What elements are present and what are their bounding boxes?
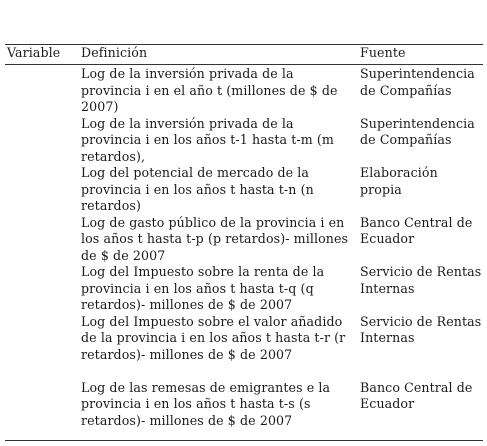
cell-source: Banco Central de Ecuador [360, 214, 473, 246]
table-header-row [5, 45, 483, 63]
cell-source: Superintendencia de Compañías [360, 115, 475, 147]
cell-source: Banco Central de Ecuador [360, 379, 473, 411]
header-variable: Variable [7, 45, 61, 60]
cell-definition: Log de la inversión privada de la provincia i en los años t-1 hasta t-m (m retardos), [81, 115, 334, 164]
table-row [5, 116, 483, 166]
cell-source: Elaboración propia [360, 165, 438, 197]
cell-source: Servicio de Rentas Internas [360, 313, 482, 345]
cell-definition: Log del Impuesto sobre el valor añadido de la provincia i en los años t hasta t-r (r retardos)- millones de $ de 2007 [81, 313, 346, 362]
cell-definition: Log de la inversión privada de la provincia i en el año t (millones de $ de 2007) [81, 66, 338, 114]
table-row [5, 66, 483, 116]
cell-definition: Log del potencial de mercado de la provincia i en los años t hasta t-n (n retardos) [81, 165, 314, 213]
table-row [5, 264, 483, 314]
table-body [5, 66, 483, 429]
header-source: Fuente [360, 45, 406, 60]
cell-source: Servicio de Rentas Internas [360, 264, 482, 296]
table-header-rule [5, 64, 483, 65]
table-row [5, 314, 483, 380]
table-row [5, 165, 483, 215]
table-row [5, 215, 483, 265]
cell-definition: Log del Impuesto sobre la renta de la provincia i en los años t hasta t-q (q retardos)- millones de $ de 2007 [81, 264, 325, 312]
header-definition: Definición [81, 45, 148, 60]
table-bottom-rule [5, 440, 483, 441]
table-row [5, 380, 483, 430]
cell-definition: Log de las remesas de emigrantes e la provincia i en los años t hasta t-s (s retardos)- millones de $ de 2007 [81, 379, 331, 428]
cell-definition: Log de gasto público de la provincia i en los años t hasta t-p (p retardos)- millones de $ de 2007 [81, 214, 349, 263]
cell-source: Superintendencia de Compañías [360, 66, 475, 98]
